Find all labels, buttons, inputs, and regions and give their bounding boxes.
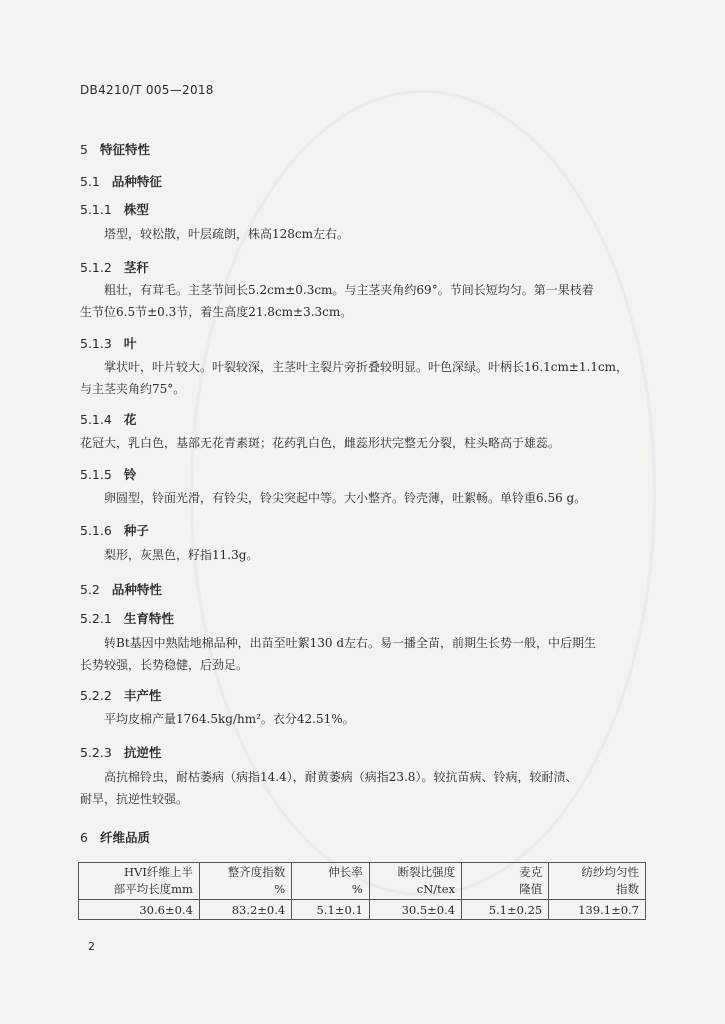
section-6-heading: 6 纤维品质 xyxy=(80,830,150,845)
table-header-cell: 伸长率 % xyxy=(292,863,370,900)
table-header-cell: 纺纱均匀性 指数 xyxy=(549,863,646,900)
section-5-2-2-heading: 5.2.2 丰产性 xyxy=(80,688,162,703)
section-5-2-3-text: 高抗棉铃虫，耐枯萎病（病指14.4），耐黄萎病（病指23.8）。较抗苗病、铃病，较耐渍、 耐旱，抗逆性较强。 xyxy=(80,770,578,806)
section-5-2-heading: 5.2 品种特性 xyxy=(80,582,162,597)
document-code: DB4210/T 005—2018 xyxy=(80,83,214,97)
section-5-2-3-heading: 5.2.3 抗逆性 xyxy=(80,745,162,760)
table-cell: 5.1±0.1 xyxy=(292,900,370,920)
fiber-quality-table xyxy=(78,862,646,920)
section-5-1-3-heading: 5.1.3 叶 xyxy=(80,336,137,351)
section-5-1-6-heading: 5.1.6 种子 xyxy=(80,523,149,538)
table-cell: 139.1±0.7 xyxy=(549,900,646,920)
table-cell: 83.2±0.4 xyxy=(199,900,291,920)
table-header-cell: HVI纤维上半 部平均长度mm xyxy=(79,863,200,900)
section-5-2-1-heading: 5.2.1 生育特性 xyxy=(80,611,174,626)
section-5-1-4-text: 花冠大，乳白色，基部无花青素斑；花药乳白色，雌蕊形状完整无分裂，柱头略高于雄蕊。 xyxy=(80,436,561,450)
table-cell: 5.1±0.25 xyxy=(462,900,549,920)
section-5-1-1-text: 塔型，较松散，叶层疏朗，株高128cm左右。 xyxy=(104,227,350,241)
page-number: 2 xyxy=(88,940,95,953)
section-5-heading: 5 特征特性 xyxy=(80,142,150,157)
table-cell: 30.5±0.4 xyxy=(369,900,461,920)
section-5-1-heading: 5.1 品种特征 xyxy=(80,174,162,189)
section-5-2-1-text: 转Bt基因中熟陆地棉品种，出苗至吐絮130 d左右。易一播全苗，前期生长势一般，中后期生 长势较强，长势稳健，后劲足。 xyxy=(80,636,597,672)
section-5-1-2-text: 粗壮，有茸毛。主茎节间长5.2cm±0.3cm。与主茎夹角约69°。节间长短均匀。第一果枝着 生节位6.5节±0.3节，着生高度21.8cm±3.3cm。 xyxy=(80,283,594,319)
table-header-cell: 断裂比强度 cN/tex xyxy=(369,863,461,900)
table-header-cell: 整齐度指数 % xyxy=(199,863,291,900)
table-header-row xyxy=(79,863,646,900)
section-5-1-6-text: 梨形，灰黑色，籽指11.3g。 xyxy=(104,548,259,562)
section-5-1-4-heading: 5.1.4 花 xyxy=(80,412,137,427)
section-5-1-3-text: 掌状叶，叶片较大。叶裂较深，主茎叶主裂片旁折叠较明显。叶色深绿。叶柄长16.1cm±1.1cm， 与主茎夹角约75°。 xyxy=(80,360,629,396)
section-5-2-2-text: 平均皮棉产量1764.5kg/hm²。衣分42.51%。 xyxy=(104,712,355,726)
section-5-1-2-heading: 5.1.2 茎秆 xyxy=(80,260,149,275)
section-5-1-5-heading: 5.1.5 铃 xyxy=(80,467,137,482)
section-5-1-5-text: 卵圆型，铃面光滑，有铃尖，铃尖突起中等。大小整齐。铃壳薄，吐絮畅。单铃重6.56 g。 xyxy=(104,491,587,505)
table-cell: 30.6±0.4 xyxy=(79,900,200,920)
section-5-1-1-heading: 5.1.1 株型 xyxy=(80,202,149,217)
table-row xyxy=(79,900,646,920)
table-header-cell: 麦克 隆值 xyxy=(462,863,549,900)
